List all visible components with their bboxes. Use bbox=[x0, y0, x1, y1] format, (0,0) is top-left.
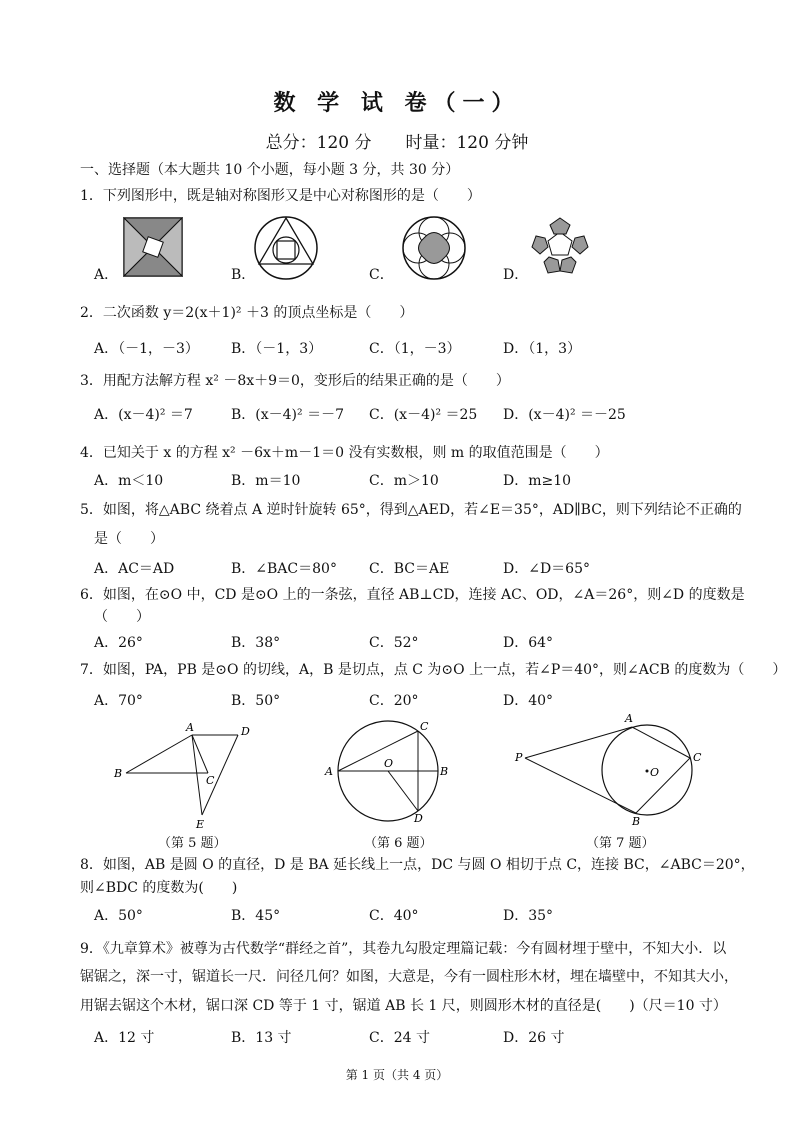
fig6-label-o: O bbox=[384, 757, 394, 770]
fig5-label-d: D bbox=[241, 725, 250, 738]
question-6-cont: （ ） bbox=[94, 609, 150, 625]
fig5-label-b: B bbox=[114, 767, 123, 780]
fig5-label-e: E bbox=[196, 818, 205, 830]
question-8-cont: 则∠BDC 的度数为( ) bbox=[80, 880, 238, 896]
figure-6 bbox=[322, 716, 452, 826]
q1-figure-a bbox=[123, 217, 183, 277]
question-2: 2．二次函数 y＝2(x＋1)² ＋3 的顶点坐标是（ ） bbox=[80, 305, 414, 321]
q6-option-a: A．26° bbox=[94, 635, 143, 651]
q1-option-b: B． bbox=[231, 267, 256, 283]
q7-option-d: D．40° bbox=[503, 693, 554, 709]
question-1: 1．下列图形中，既是轴对称图形又是中心对称图形的是（ ） bbox=[80, 188, 481, 204]
q1-figure-d bbox=[528, 216, 592, 276]
q1-figure-c bbox=[401, 215, 467, 281]
q8-option-b: B．45° bbox=[231, 908, 281, 924]
fig7-caption: （第 7 题） bbox=[586, 836, 655, 851]
q1-option-c: C． bbox=[369, 267, 394, 283]
figure-7 bbox=[512, 710, 702, 828]
q3-option-a: A．(x－4)² ＝7 bbox=[94, 407, 193, 423]
q4-option-c: C．m＞10 bbox=[369, 473, 439, 489]
fig7-label-b: B bbox=[632, 815, 641, 828]
page-title: 数 学 试 卷（一） bbox=[273, 90, 521, 116]
q4-option-d: D．m≥10 bbox=[503, 473, 572, 489]
q3-option-b: B．(x－4)² ＝－7 bbox=[231, 407, 344, 423]
fig6-label-b: B bbox=[440, 765, 449, 778]
q2-option-a: A．（－1，－3） bbox=[94, 341, 199, 357]
q5-option-a: A．AC＝AD bbox=[94, 561, 175, 577]
question-5: 5．如图，将△ABC 绕着点 A 逆时针旋转 65°，得到△AED，若∠E＝35°，AD∥BC，则下列结论不正确的 bbox=[80, 502, 742, 518]
fig5-label-a: A bbox=[186, 721, 194, 734]
page-subtitle: 总分：120 分 时量：120 分钟 bbox=[265, 133, 529, 153]
q7-option-a: A．70° bbox=[94, 693, 143, 709]
q2-option-c: C．（1，－3） bbox=[369, 341, 461, 357]
q4-option-a: A．m＜10 bbox=[94, 473, 164, 489]
fig6-label-a: A bbox=[325, 765, 333, 778]
q1-option-d: D． bbox=[503, 267, 529, 283]
question-7: 7．如图，PA，PB 是⊙O 的切线，A，B 是切点，点 C 为⊙O 上一点，若∠P＝40°，则∠ACB 的度数为（ ） bbox=[80, 662, 787, 678]
q7-option-b: B．50° bbox=[231, 693, 281, 709]
q6-option-d: D．64° bbox=[503, 635, 554, 651]
q9-option-a: A．12 寸 bbox=[94, 1030, 155, 1046]
question-8: 8．如图，AB 是圆 O 的直径，D 是 BA 延长线上一点，DC 与圆 O 相切于点 C，连接 BC，∠ABC＝20°， bbox=[80, 857, 755, 873]
question-5-cont: 是（ ） bbox=[94, 531, 164, 547]
q8-option-a: A．50° bbox=[94, 908, 143, 924]
fig5-label-c: C bbox=[206, 774, 215, 787]
question-9-cont-1: 锯锯之，深一寸，锯道长一尺．问径几何？如图，大意是，今有一圆柱形木材，埋在墙壁中，不知其大小， bbox=[80, 969, 738, 985]
q5-option-c: C．BC＝AE bbox=[369, 561, 450, 577]
section-heading: 一、选择题（本大题共 10 个小题，每小题 3 分，共 30 分） bbox=[80, 162, 460, 178]
question-4: 4．已知关于 x 的方程 x² －6x＋m－1＝0 没有实数根，则 m 的取值范围是（ ） bbox=[80, 445, 609, 461]
fig6-label-d: D bbox=[414, 812, 423, 825]
q5-option-b: B．∠BAC＝80° bbox=[231, 561, 337, 577]
q1-figure-b bbox=[253, 215, 319, 281]
q4-option-b: B．m＝10 bbox=[231, 473, 301, 489]
fig7-label-c: C bbox=[693, 751, 702, 764]
fig6-label-c: C bbox=[420, 720, 429, 733]
q8-option-d: D．35° bbox=[503, 908, 554, 924]
fig7-label-a: A bbox=[625, 712, 633, 725]
fig7-label-o: O bbox=[650, 766, 660, 779]
q5-option-d: D．∠D＝65° bbox=[503, 561, 590, 577]
q7-option-c: C．20° bbox=[369, 693, 419, 709]
q8-option-c: C．40° bbox=[369, 908, 419, 924]
fig6-caption: （第 6 题） bbox=[364, 836, 433, 851]
q3-option-c: C．(x－4)² ＝25 bbox=[369, 407, 478, 423]
q9-option-b: B．13 寸 bbox=[231, 1030, 292, 1046]
q9-option-c: C．24 寸 bbox=[369, 1030, 430, 1046]
question-3: 3．用配方法解方程 x² －8x＋9＝0，变形后的结果正确的是（ ） bbox=[80, 373, 510, 389]
q2-option-b: B．（－1，3） bbox=[231, 341, 323, 357]
page-footer: 第 1 页（共 4 页） bbox=[345, 1068, 449, 1082]
q1-option-a: A． bbox=[94, 267, 119, 283]
figure-5 bbox=[110, 718, 260, 830]
fig7-label-p: P bbox=[515, 751, 523, 764]
q3-option-d: D．(x－4)² ＝－25 bbox=[503, 407, 626, 423]
q6-option-c: C．52° bbox=[369, 635, 419, 651]
q2-option-d: D．（1，3） bbox=[503, 341, 582, 357]
q6-option-b: B．38° bbox=[231, 635, 281, 651]
question-9-cont-2: 用锯去锯这个木材，锯口深 CD 等于 1 寸，锯道 AB 长 1 尺，则圆形木材的直径是( )（尺＝10 寸） bbox=[80, 998, 727, 1014]
question-6: 6．如图，在⊙O 中，CD 是⊙O 上的一条弦，直径 AB⊥CD，连接 AC、OD，∠A＝26°，则∠D 的度数是 bbox=[80, 587, 745, 603]
fig5-caption: （第 5 题） bbox=[158, 836, 227, 851]
q9-option-d: D．26 寸 bbox=[503, 1030, 565, 1046]
question-9: 9．《九章算术》被尊为古代数学“群经之首”，其卷九勾股定理篇记载：今有圆材埋于壁中，不知大小．以 bbox=[80, 941, 727, 957]
